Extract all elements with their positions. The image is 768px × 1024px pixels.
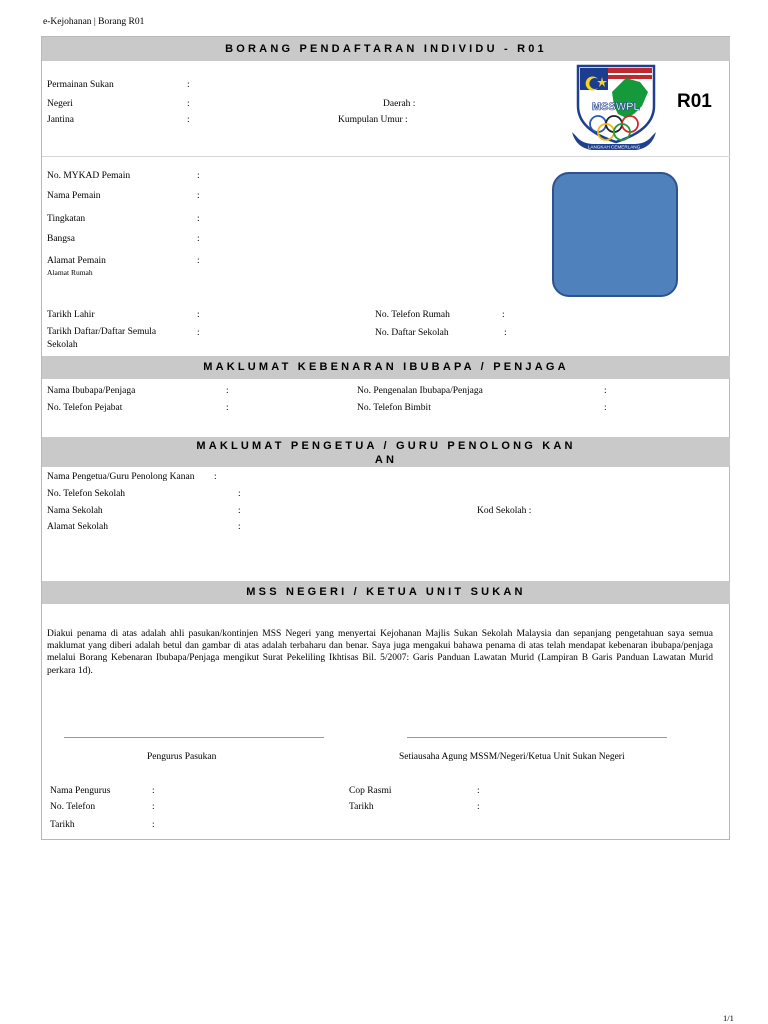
manager-date-label: Tarikh [50, 820, 75, 830]
state-label: Negeri [47, 99, 73, 109]
address-label: Alamat Pemain [47, 256, 106, 266]
register-date-colon: : [197, 328, 200, 338]
race-label: Bangsa [47, 234, 75, 244]
school-phone-colon: : [238, 489, 241, 499]
logo-ribbon-text: LANGKAH CEMERLANG [587, 144, 641, 150]
manager-name-label: Nama Pengurus [50, 786, 111, 796]
school-address-label: Alamat Sekolah [47, 522, 108, 532]
manager-name-colon: : [152, 786, 155, 796]
sport-colon: : [187, 80, 190, 90]
section-header-guardian: MAKLUMAT KEBENARAN IBUBAPA / PENJAGA [42, 356, 730, 379]
mobile-colon: : [604, 403, 607, 413]
dob-colon: : [197, 310, 200, 320]
guardian-name-label: Nama Ibubapa/Penjaga [47, 386, 136, 396]
declaration-paragraph: Diakui penama di atas adalah ahli pasukan/kontinjen MSS Negeri yang menyertai Kejohanan Majlis Sukan Sekolah Malaysia dan sepanjang pengetahuan saya semua maklumat yang diberi adalah betul dan gambar di atas adalah terbaharu dan benar. Saya juga mengakui bahawa penama di atas telah mendapat kebenaran ibubapa/penjaga melalui Borang Kebenaran Ibubapa/Penjaga mengikut Surat Pekeliling Ikhtisas Bil. 5/2007: Garis Panduan Lawatan Murid (Lampiran B Garis Panduan Lawatan Murid perkara 1d). [47, 629, 713, 676]
section-header-registration: BORANG PENDAFTARAN INDIVIDU - R01 [42, 37, 730, 61]
signature-title-right: Setiausaha Agung MSSM/Negeri/Ketua Unit Sukan Negeri [399, 752, 625, 762]
manager-date-colon: : [152, 820, 155, 830]
home-phone-colon: : [502, 310, 505, 320]
guardian-id-colon: : [604, 386, 607, 396]
school-address-colon: : [238, 522, 241, 532]
mykad-colon: : [197, 171, 200, 181]
gender-colon: : [187, 115, 190, 125]
signature-line-right [407, 737, 667, 738]
district-label: Daerah : [383, 99, 416, 109]
section-header-principal [42, 437, 730, 467]
section-header-principal-line2: AN [374, 454, 398, 466]
mobile-label: No. Telefon Bimbit [357, 403, 431, 413]
state-colon: : [187, 99, 190, 109]
school-phone-label: No. Telefon Sekolah [47, 489, 126, 499]
school-name-label: Nama Sekolah [47, 506, 103, 516]
page-number: 1/1 [723, 1013, 734, 1023]
signature-title-left: Pengurus Pasukan [147, 752, 217, 762]
gender-label: Jantina [47, 115, 74, 125]
section-header-principal-line1: MAKLUMAT PENGETUA / GURU PENOLONG KAN [196, 440, 576, 452]
stamp-colon: : [477, 786, 480, 796]
register-date-label: Tarikh Daftar/Daftar Semula [47, 327, 157, 337]
stamp-label: Cop Rasmi [349, 786, 392, 796]
manager-phone-label: No. Telefon [50, 802, 96, 812]
guardian-id-label: No. Pengenalan Ibubapa/Penjaga [357, 386, 483, 396]
player-name-colon: : [197, 191, 200, 201]
school-code-label: Kod Sekolah : [477, 506, 532, 516]
right-date-label: Tarikh [349, 802, 374, 812]
principal-label: Nama Pengetua/Guru Penolong Kanan [47, 472, 195, 482]
principal-colon: : [214, 472, 217, 482]
level-colon: : [197, 214, 200, 224]
signature-line-left [64, 737, 324, 738]
school-no-label: No. Daftar Sekolah [375, 328, 449, 338]
msswpl-logo [568, 62, 660, 158]
address-colon: : [197, 256, 200, 266]
divider [42, 156, 730, 157]
page-header-text: e-Kejohanan | Borang R01 [43, 17, 145, 27]
player-name-label: Nama Pemain [47, 191, 101, 201]
dob-label: Tarikh Lahir [47, 310, 95, 320]
manager-phone-colon: : [152, 802, 155, 812]
race-colon: : [197, 234, 200, 244]
office-phone-colon: : [226, 403, 229, 413]
photo-placeholder [552, 172, 678, 297]
logo-text: MSSWPL [591, 101, 641, 113]
right-date-colon: : [477, 802, 480, 812]
form-code: R01 [677, 91, 712, 112]
section-header-state: MSS NEGERI / KETUA UNIT SUKAN [42, 581, 730, 604]
register-date-label-school: Sekolah [47, 340, 78, 350]
age-group-label: Kumpulan Umur : [338, 115, 408, 125]
home-phone-label: No. Telefon Rumah [375, 310, 450, 320]
guardian-name-colon: : [226, 386, 229, 396]
office-phone-label: No. Telefon Pejabat [47, 403, 123, 413]
school-no-colon: : [504, 328, 507, 338]
level-label: Tingkatan [47, 214, 86, 224]
address-sub-label: Alamat Rumah [47, 268, 93, 277]
mykad-label: No. MYKAD Pemain [47, 171, 131, 181]
sport-label: Permainan Sukan [47, 80, 114, 90]
school-name-colon: : [238, 506, 241, 516]
